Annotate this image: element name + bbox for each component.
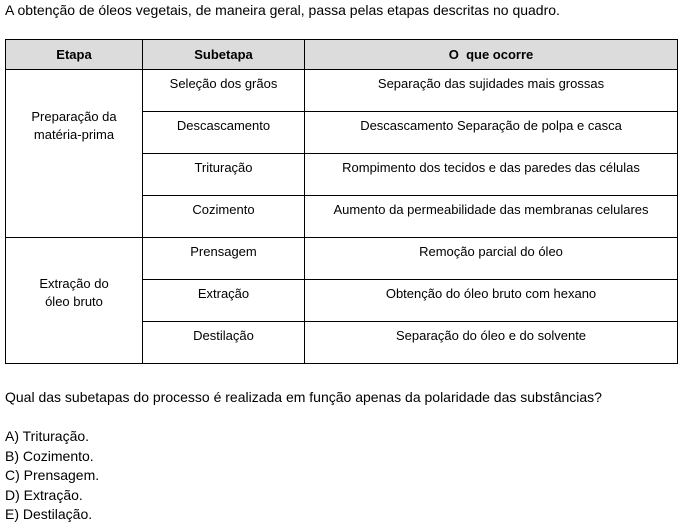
header-o-que-ocorre: O que ocorre: [305, 40, 678, 70]
description-cell: Obtenção do óleo bruto com hexano: [305, 280, 678, 322]
option-a[interactable]: A) Trituração.: [5, 428, 90, 444]
process-table: [5, 39, 678, 364]
stage-label: Preparação da matéria-prima: [31, 109, 117, 142]
substep-cell: Destilação: [143, 322, 305, 364]
answer-options: [5, 427, 99, 525]
option-d[interactable]: D) Extração.: [5, 486, 83, 503]
description-cell: Separação das sujidades mais grossas: [305, 70, 678, 112]
description-cell: Descascamento Separação de polpa e casca: [305, 112, 678, 154]
substep-cell: Cozimento: [143, 196, 305, 238]
question-text: Qual das subetapas do processo é realizada em função apenas da polaridade das substâncias?: [5, 389, 602, 405]
substep-cell: Seleção dos grãos: [143, 70, 305, 112]
option-c[interactable]: C) Prensagem.: [5, 467, 100, 483]
description-cell: Remoção parcial do óleo: [305, 238, 678, 280]
table-row: [6, 70, 678, 112]
option-e[interactable]: E) Destilação.: [5, 506, 93, 522]
table-row: [6, 238, 678, 280]
option-b[interactable]: B) Cozimento.: [5, 447, 94, 464]
header-subetapa: Subetapa: [143, 40, 305, 70]
description-cell: Aumento da permeabilidade das membranas celulares: [305, 196, 678, 238]
substep-cell: Trituração: [143, 154, 305, 196]
stage-preparacao: [6, 70, 143, 238]
header-etapa: Etapa: [6, 40, 143, 70]
intro-text: A obtenção de óleos vegetais, de maneira geral, passa pelas etapas descritas no quadro.: [5, 2, 560, 18]
substep-cell: Prensagem: [143, 238, 305, 280]
description-cell: Rompimento dos tecidos e das paredes das células: [305, 154, 678, 196]
stage-extracao: [6, 238, 143, 364]
substep-cell: Descascamento: [143, 112, 305, 154]
stage-label: Extração do óleo bruto: [39, 276, 109, 309]
description-cell: Separação do óleo e do solvente: [305, 322, 678, 364]
table-header-row: [6, 40, 678, 70]
substep-cell: Extração: [143, 280, 305, 322]
